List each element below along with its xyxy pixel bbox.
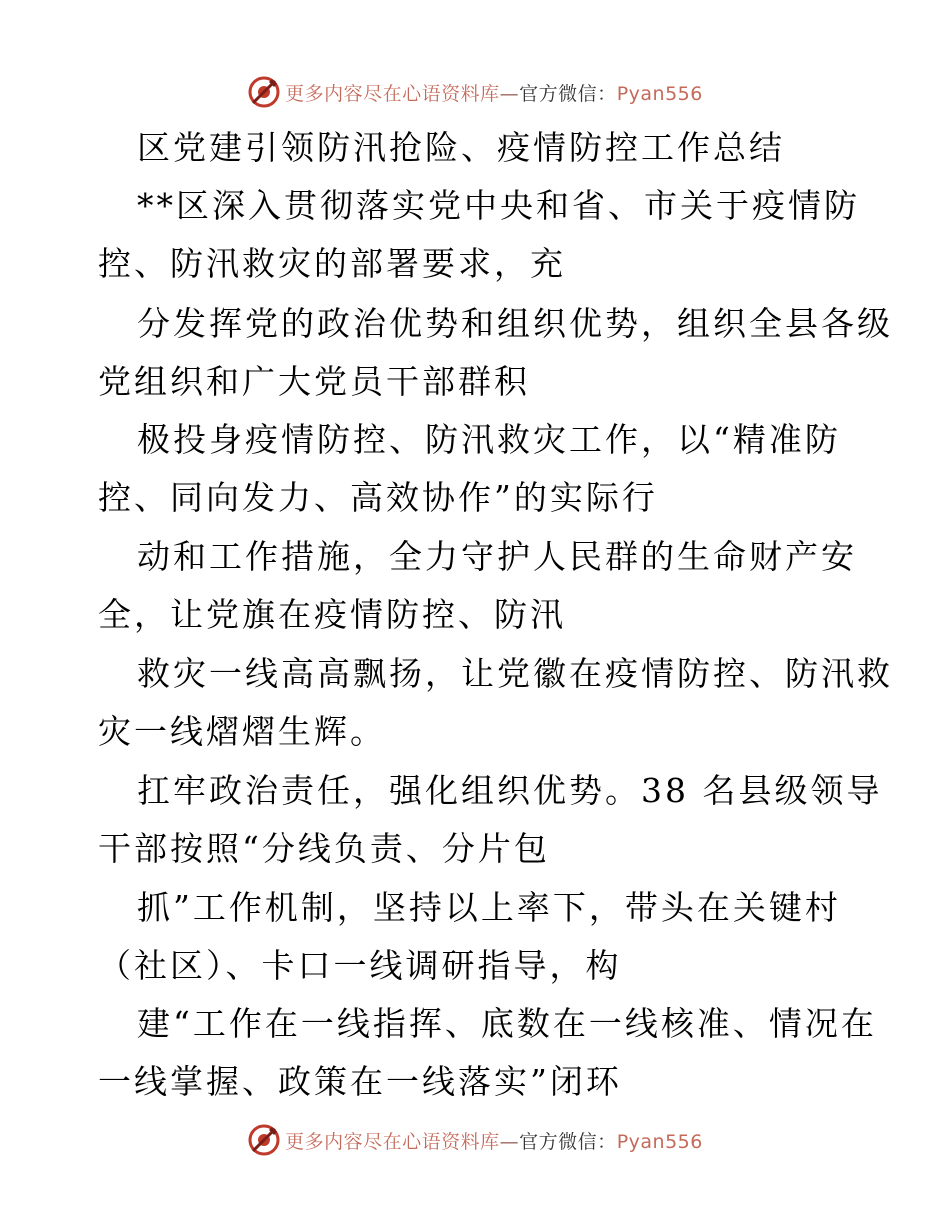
paragraph-line: （社区）、卡口一线调研指导，构 (98, 946, 622, 985)
watermark-id: Pyan556 (616, 82, 703, 105)
watermark-dash: — (499, 1130, 520, 1153)
paragraph-line: 干部按照“分线负责、分片包 (98, 829, 550, 868)
paragraph-line: 控、防汛救灾的部署要求，充 (98, 244, 566, 283)
paragraph-line: 扛牢政治责任，强化组织优势。38 名县级领导 (137, 771, 883, 810)
watermark-main: 更多内容尽在心语资料库 (285, 82, 500, 105)
watermark-official: 官方微信： (519, 82, 617, 105)
paragraph-line: 动和工作措施，全力守护人民群的生命财产安 (137, 537, 857, 576)
paragraph-line: 控、同向发力、高效协作”的实际行 (98, 478, 658, 517)
paragraph-line: 抓”工作机制，坚持以上率下，带头在关键村 (137, 888, 841, 927)
paragraph-line: 一线掌握、政策在一线落实”闭环 (98, 1062, 622, 1101)
paragraph-line: 灾一线熠熠生辉。 (98, 712, 386, 751)
watermark-text (285, 1127, 703, 1154)
paragraph-line: 建“工作在一线指挥、底数在一线核准、情况在 (137, 1004, 877, 1043)
watermark-main: 更多内容尽在心语资料库 (285, 1130, 500, 1153)
document-title: 区党建引领防汛抢险、疫情防控工作总结 (137, 128, 785, 167)
watermark-id: Pyan556 (616, 1130, 703, 1153)
logo-icon (247, 1123, 281, 1157)
paragraph-line: 极投身疫情防控、防汛救灾工作，以“精准防 (137, 420, 841, 459)
paragraph-line: 分发挥党的政治优势和组织优势，组织全县各级 (137, 304, 893, 343)
paragraph-line: 救灾一线高高飘扬，让党徽在疫情防控、防汛救 (137, 654, 893, 693)
paragraph-line: **区深入贯彻落实党中央和省、市关于疫情防 (137, 186, 860, 225)
watermark-dash: — (499, 82, 520, 105)
watermark-official: 官方微信： (519, 1130, 617, 1153)
paragraph-line: 党组织和广大党员干部群积 (98, 362, 530, 401)
footer-watermark-banner (0, 1120, 950, 1160)
paragraph-line: 全，让党旗在疫情防控、防汛 (98, 595, 566, 634)
